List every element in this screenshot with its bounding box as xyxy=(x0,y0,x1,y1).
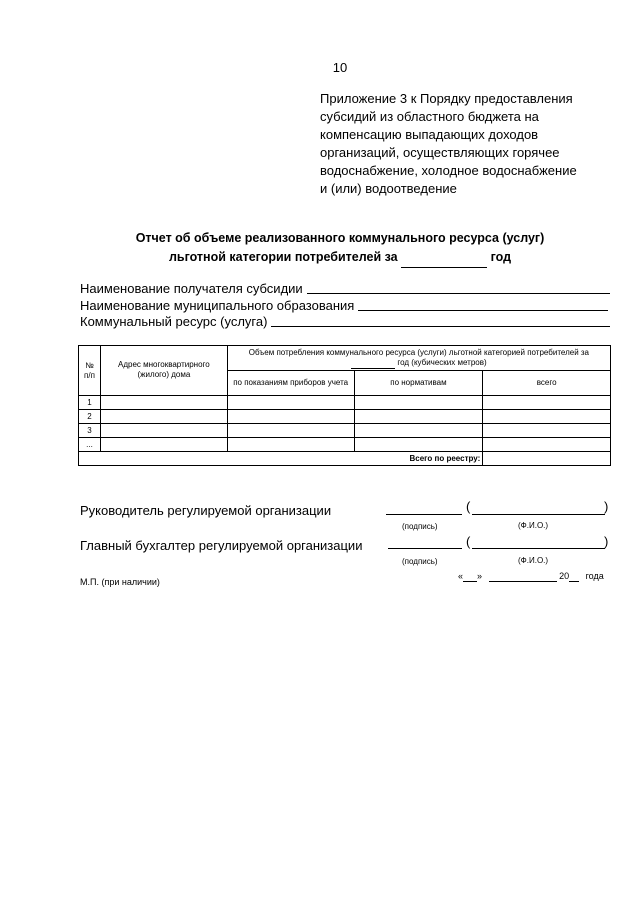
header-volume-period-blank[interactable] xyxy=(351,358,395,369)
header-volume-units: год (кубических метров) xyxy=(397,357,487,367)
cell-address[interactable] xyxy=(100,424,227,438)
cell-norms[interactable] xyxy=(354,410,483,424)
table-header-row xyxy=(79,346,611,371)
row-number: 3 xyxy=(79,424,101,438)
head-open-paren: ( xyxy=(466,499,471,514)
appendix-line: организаций, осуществляющих горячее xyxy=(320,145,560,160)
appendix-line: и (или) водоотведение xyxy=(320,181,457,196)
appendix-line: субсидий из областного бюджета на xyxy=(320,109,539,124)
date-day-blank[interactable] xyxy=(463,571,477,582)
cell-norms[interactable] xyxy=(354,396,483,410)
appendix-line: компенсацию выпадающих доходов xyxy=(320,127,539,142)
head-close-paren: ) xyxy=(604,499,609,514)
resource-field xyxy=(80,314,610,330)
cell-meters[interactable] xyxy=(227,424,354,438)
header-volume-label: Объем потребления коммунального ресурса (услуги) льготной категорией потребителей за xyxy=(248,347,590,357)
municipality-label: Наименование муниципального образования xyxy=(80,298,355,313)
appendix-line: водоснабжение, холодное водоснабжение xyxy=(320,163,577,178)
date-quote-open: « xyxy=(458,571,464,581)
report-title-year-word: год xyxy=(490,250,512,264)
table-total-row xyxy=(79,452,611,466)
page-number: 10 xyxy=(332,60,348,75)
head-name-blank[interactable] xyxy=(472,514,605,515)
date-year-blank[interactable] xyxy=(569,571,579,582)
head-signature-caption: (подпись) xyxy=(402,522,438,531)
total-label: Всего по реестру: xyxy=(79,452,483,466)
accountant-signature-caption: (подпись) xyxy=(402,557,438,566)
header-meters: по показаниям приборов учета xyxy=(227,371,354,396)
header-norms: по нормативам xyxy=(354,371,483,396)
head-signature-blank[interactable] xyxy=(386,514,462,515)
cell-address[interactable] xyxy=(100,410,227,424)
row-number: 2 xyxy=(79,410,101,424)
cell-meters[interactable] xyxy=(227,396,354,410)
header-number: № п/п xyxy=(79,346,101,396)
accountant-close-paren: ) xyxy=(604,534,609,549)
stamp-note: М.П. (при наличии) xyxy=(80,577,160,587)
report-period-blank[interactable] xyxy=(401,248,487,268)
accountant-label: Главный бухгалтер регулируемой организации xyxy=(80,538,363,553)
date-quote-close: » xyxy=(477,571,483,581)
appendix-line: Приложение 3 к Порядку предоставления xyxy=(320,91,573,106)
table-row xyxy=(79,396,611,410)
row-number: ... xyxy=(79,438,101,452)
cell-total[interactable] xyxy=(483,424,611,438)
municipality-blank[interactable] xyxy=(358,298,608,311)
table-row xyxy=(79,410,611,424)
report-title-period-label: льготной категории потребителей за xyxy=(168,250,398,264)
cell-meters[interactable] xyxy=(227,438,354,452)
report-title xyxy=(100,229,580,268)
date-century: 20 xyxy=(559,571,570,581)
date-line xyxy=(458,571,604,582)
table-row xyxy=(79,438,611,452)
recipient-field xyxy=(80,281,610,297)
header-address: Адрес многоквартирного (жилого) дома xyxy=(100,346,227,396)
date-year-word: года xyxy=(585,571,604,581)
table-row xyxy=(79,424,611,438)
header-volume xyxy=(227,346,610,371)
recipient-label: Наименование получателя субсидии xyxy=(80,281,303,296)
report-title-line2 xyxy=(100,248,580,268)
cell-address[interactable] xyxy=(100,438,227,452)
accountant-name-caption: (Ф.И.О.) xyxy=(518,556,549,565)
cell-norms[interactable] xyxy=(354,424,483,438)
cell-norms[interactable] xyxy=(354,438,483,452)
date-month-blank[interactable] xyxy=(489,571,557,582)
accountant-name-blank[interactable] xyxy=(472,548,605,549)
resource-blank[interactable] xyxy=(271,314,610,327)
cell-address[interactable] xyxy=(100,396,227,410)
appendix-note xyxy=(320,90,620,198)
accountant-open-paren: ( xyxy=(466,534,471,549)
cell-grand-total[interactable] xyxy=(483,452,611,466)
cell-meters[interactable] xyxy=(227,410,354,424)
report-title-line1: Отчет об объеме реализованного коммунального ресурса (услуг) xyxy=(135,231,545,245)
municipality-field xyxy=(80,298,610,314)
head-name-caption: (Ф.И.О.) xyxy=(518,521,549,530)
accountant-signature-blank[interactable] xyxy=(388,548,462,549)
head-label: Руководитель регулируемой организации xyxy=(80,503,332,518)
cell-total[interactable] xyxy=(483,396,611,410)
resource-label: Коммунальный ресурс (услуга) xyxy=(80,314,268,329)
row-number: 1 xyxy=(79,396,101,410)
consumption-table xyxy=(78,345,611,466)
cell-total[interactable] xyxy=(483,438,611,452)
cell-total[interactable] xyxy=(483,410,611,424)
recipient-blank[interactable] xyxy=(307,281,610,294)
header-total: всего xyxy=(483,371,611,396)
